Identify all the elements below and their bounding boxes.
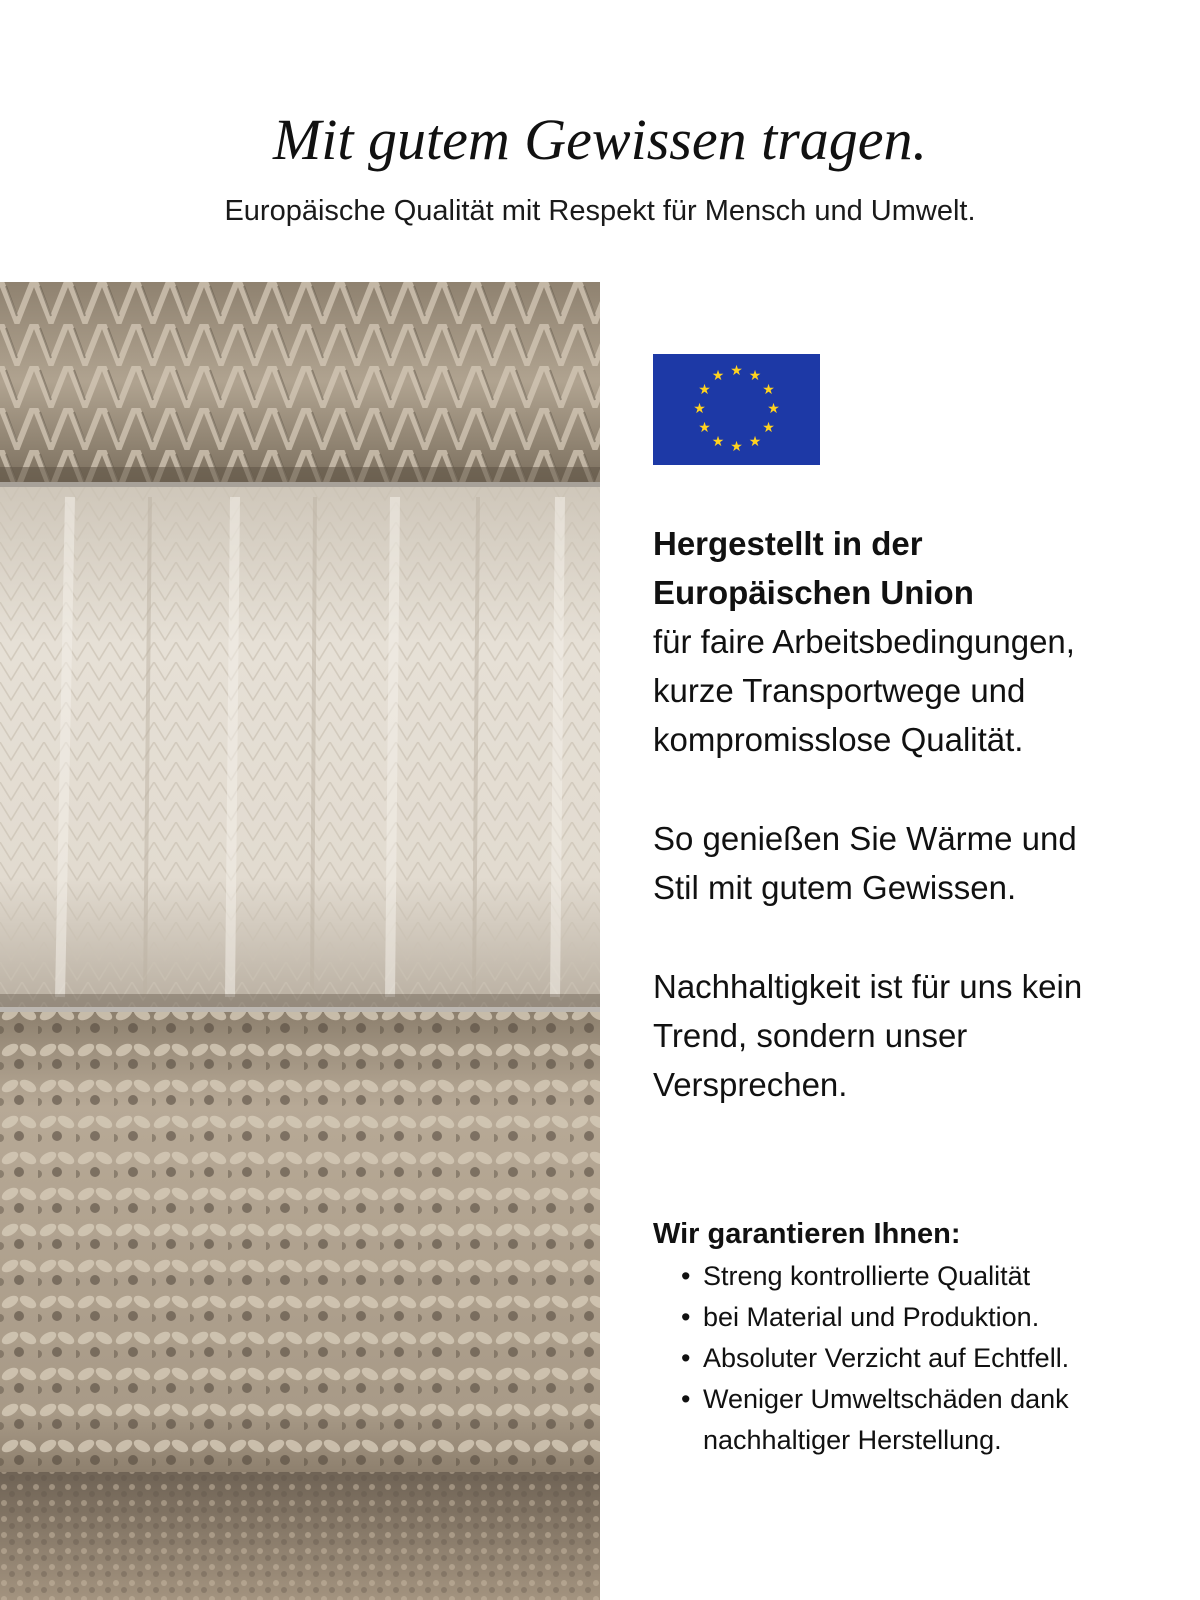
enjoy-line: Stil mit gutem Gewissen. xyxy=(653,869,1017,906)
svg-text:★: ★ xyxy=(762,420,775,436)
svg-text:★: ★ xyxy=(711,368,725,384)
svg-text:★: ★ xyxy=(748,434,762,450)
svg-text:★: ★ xyxy=(748,368,762,384)
made-in-body-line: für faire Arbeitsbedingungen, xyxy=(653,623,1075,660)
guarantee-list xyxy=(653,1256,1173,1461)
made-in-eu-section xyxy=(653,519,1173,764)
promise-line: Nachhaltigkeit ist für uns kein xyxy=(653,968,1083,1005)
list-item xyxy=(681,1297,1173,1338)
promise-line: Trend, sondern unser xyxy=(653,1017,968,1054)
enjoy-paragraph xyxy=(653,814,1173,912)
knit-sweater-stack-photo xyxy=(0,282,600,1600)
guarantee-section xyxy=(653,1214,1173,1461)
made-in-body-line: kompromisslose Qualität. xyxy=(653,721,1024,758)
svg-text:★: ★ xyxy=(698,420,711,436)
bullet-icon: • xyxy=(681,1343,691,1373)
page-title: Mit gutem Gewissen tragen. xyxy=(272,107,928,172)
enjoy-line: So genießen Sie Wärme und xyxy=(653,820,1077,857)
sustainability-paragraph xyxy=(653,962,1173,1109)
guarantee-item-text: bei Material und Produktion. xyxy=(703,1302,1040,1332)
guarantee-item-text: Absoluter Verzicht auf Echtfell. xyxy=(703,1343,1070,1373)
eu-flag-icon xyxy=(653,354,820,465)
svg-text:★: ★ xyxy=(762,382,775,398)
list-item xyxy=(681,1379,1173,1461)
svg-text:★: ★ xyxy=(767,401,780,417)
bullet-icon: • xyxy=(681,1261,691,1291)
made-in-body-line: kurze Transportwege und xyxy=(653,672,1026,709)
made-in-headline-line: Hergestellt in der xyxy=(653,525,923,562)
guarantee-item-text: Weniger Umweltschäden dank nachhaltiger Herstellung. xyxy=(703,1384,1069,1455)
promise-line: Versprechen. xyxy=(653,1066,848,1103)
svg-text:★: ★ xyxy=(730,363,743,379)
bullet-icon: • xyxy=(681,1384,691,1414)
made-in-headline-line: Europäischen Union xyxy=(653,574,974,611)
list-item xyxy=(681,1338,1173,1379)
svg-text:★: ★ xyxy=(730,439,743,455)
guarantee-title: Wir garantieren Ihnen: xyxy=(653,1218,961,1250)
svg-text:★: ★ xyxy=(698,382,711,398)
svg-text:★: ★ xyxy=(711,434,725,450)
bullet-icon: • xyxy=(681,1302,691,1332)
list-item xyxy=(681,1256,1173,1297)
page-subtitle: Europäische Qualität mit Respekt für Mensch und Umwelt. xyxy=(224,195,976,227)
guarantee-item-text: Streng kontrollierte Qualität xyxy=(703,1261,1031,1291)
svg-text:★: ★ xyxy=(693,401,706,417)
